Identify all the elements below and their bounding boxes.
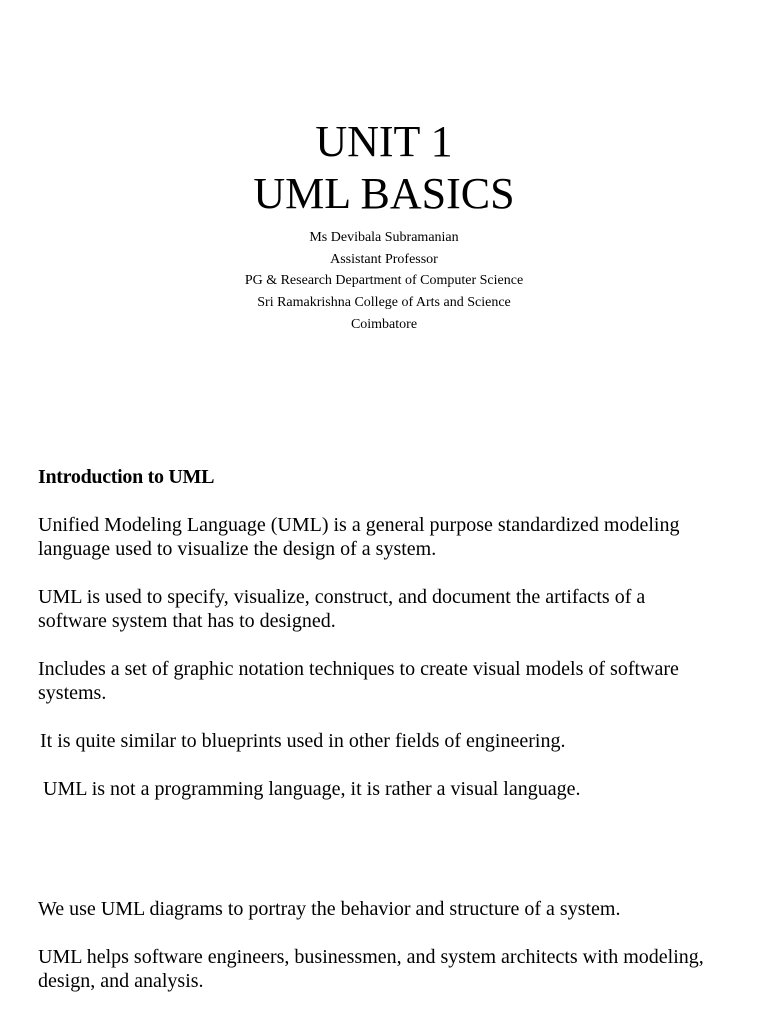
topic-title: UML BASICS xyxy=(253,169,515,218)
section-heading: Introduction to UML xyxy=(38,466,215,488)
title-block xyxy=(0,116,768,220)
paragraph: Includes a set of graphic notation techniques to create visual models of software systems. xyxy=(38,658,679,704)
content-body xyxy=(38,465,718,1017)
author-city: Coimbatore xyxy=(350,316,418,332)
author-position: Assistant Professor xyxy=(330,251,438,267)
paragraph: UML is used to specify, visualize, construct, and document the artifacts of a software system that has to designed. xyxy=(38,586,646,632)
author-info xyxy=(0,227,768,336)
paragraph: It is quite similar to blueprints used in other fields of engineering. xyxy=(40,730,566,752)
paragraph: We use UML diagrams to portray the behavior and structure of a system. xyxy=(38,898,621,920)
author-name: Ms Devibala Subramanian xyxy=(309,230,459,245)
paragraph: UML is not a programming language, it is rather a visual language. xyxy=(43,778,581,800)
author-college: Sri Ramakrishna College of Arts and Science xyxy=(257,295,511,311)
author-department: PG & Research Department of Computer Science xyxy=(244,273,524,289)
spacer xyxy=(38,825,718,897)
paragraph: UML helps software engineers, businessmen, and system architects with modeling, design, and analysis. xyxy=(38,946,704,992)
paragraph: Unified Modeling Language (UML) is a general purpose standardized modeling language used to visualize the design of a system. xyxy=(38,514,680,560)
unit-title: UNIT 1 xyxy=(315,117,453,166)
